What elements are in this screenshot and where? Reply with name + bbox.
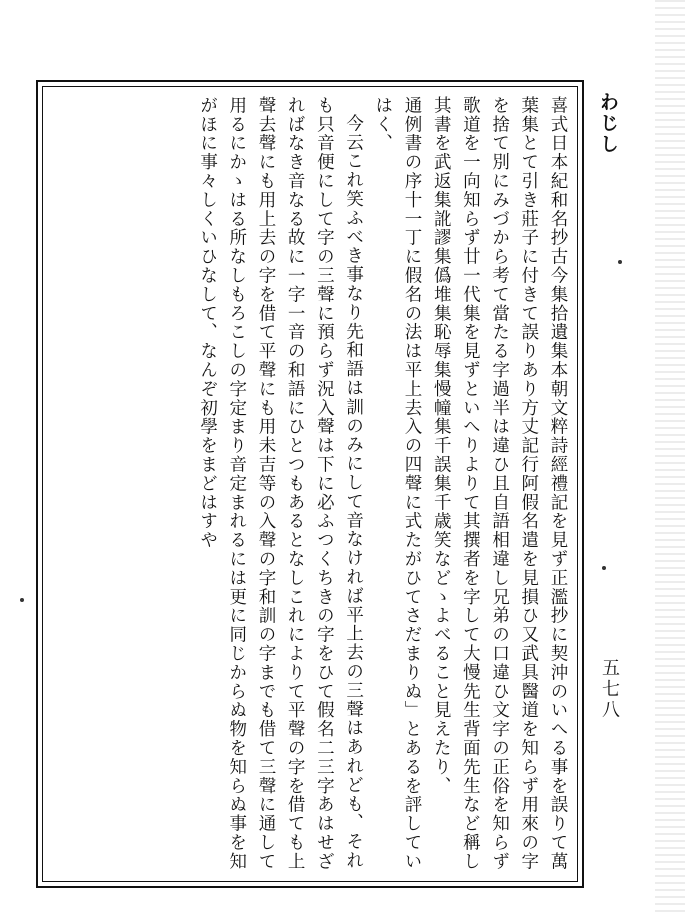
paragraph-1: 喜式日本紀和名抄古今集拾遺集本朝文粹詩經禮記を見ず正濫抄に契沖のいへる事を誤りて萬葉集とて引き莊子に付きて誤りあり方丈記行阿假名遣を見損ひ又武具醫道を知らず用來の字を捨て別にみづから考て當たる字過半は違ひ且自語相違し兄弟の口違ひ文字の正俗を知らず歌道を一向知らず廿一代集を見ずといへりよりて其撰者を字して大慢先生背面先生など稱し其書を武返集訛謬集僞堆集恥辱集慢幢集千誤集千歳笑などゝよべること見えたり、 bbox=[431, 96, 568, 871]
page-edge-shadow bbox=[655, 0, 685, 917]
scan-speck bbox=[618, 260, 622, 264]
scan-speck bbox=[20, 598, 24, 602]
paragraph-3: 今云これ笑ふべき事なり先和語は訓のみにして音なければ平上去の三聲はあれども、それも只音便にして字の三聲に預らず況入聲は下に必ふつくちきの字をひて假名二三字あはせざればなき音なる故に一字一音の和語にひとつもあるとなしこれによりて平聲の字を借ても上聲去聲にも用上去の字を借て平聲にも用未吉等の入聲の字和訓の字までも借て三聲に通して用るにかゝはる所なしもろこしの字定まり音定まれるには更に同じからぬ物を知らぬ事を知がほに事々しくいひなして、なんぞ初學をまどはすや bbox=[197, 96, 364, 871]
paragraph-2: 通例書の序十一丁に假名の法は平上去入の四聲に式たがひてさだまりぬ」とあるを評していはく、 bbox=[372, 96, 422, 871]
running-header: わじし bbox=[597, 92, 619, 155]
vertical-text-body bbox=[52, 96, 572, 876]
scan-speck bbox=[602, 566, 606, 570]
page-number: 五七八 bbox=[599, 658, 620, 721]
